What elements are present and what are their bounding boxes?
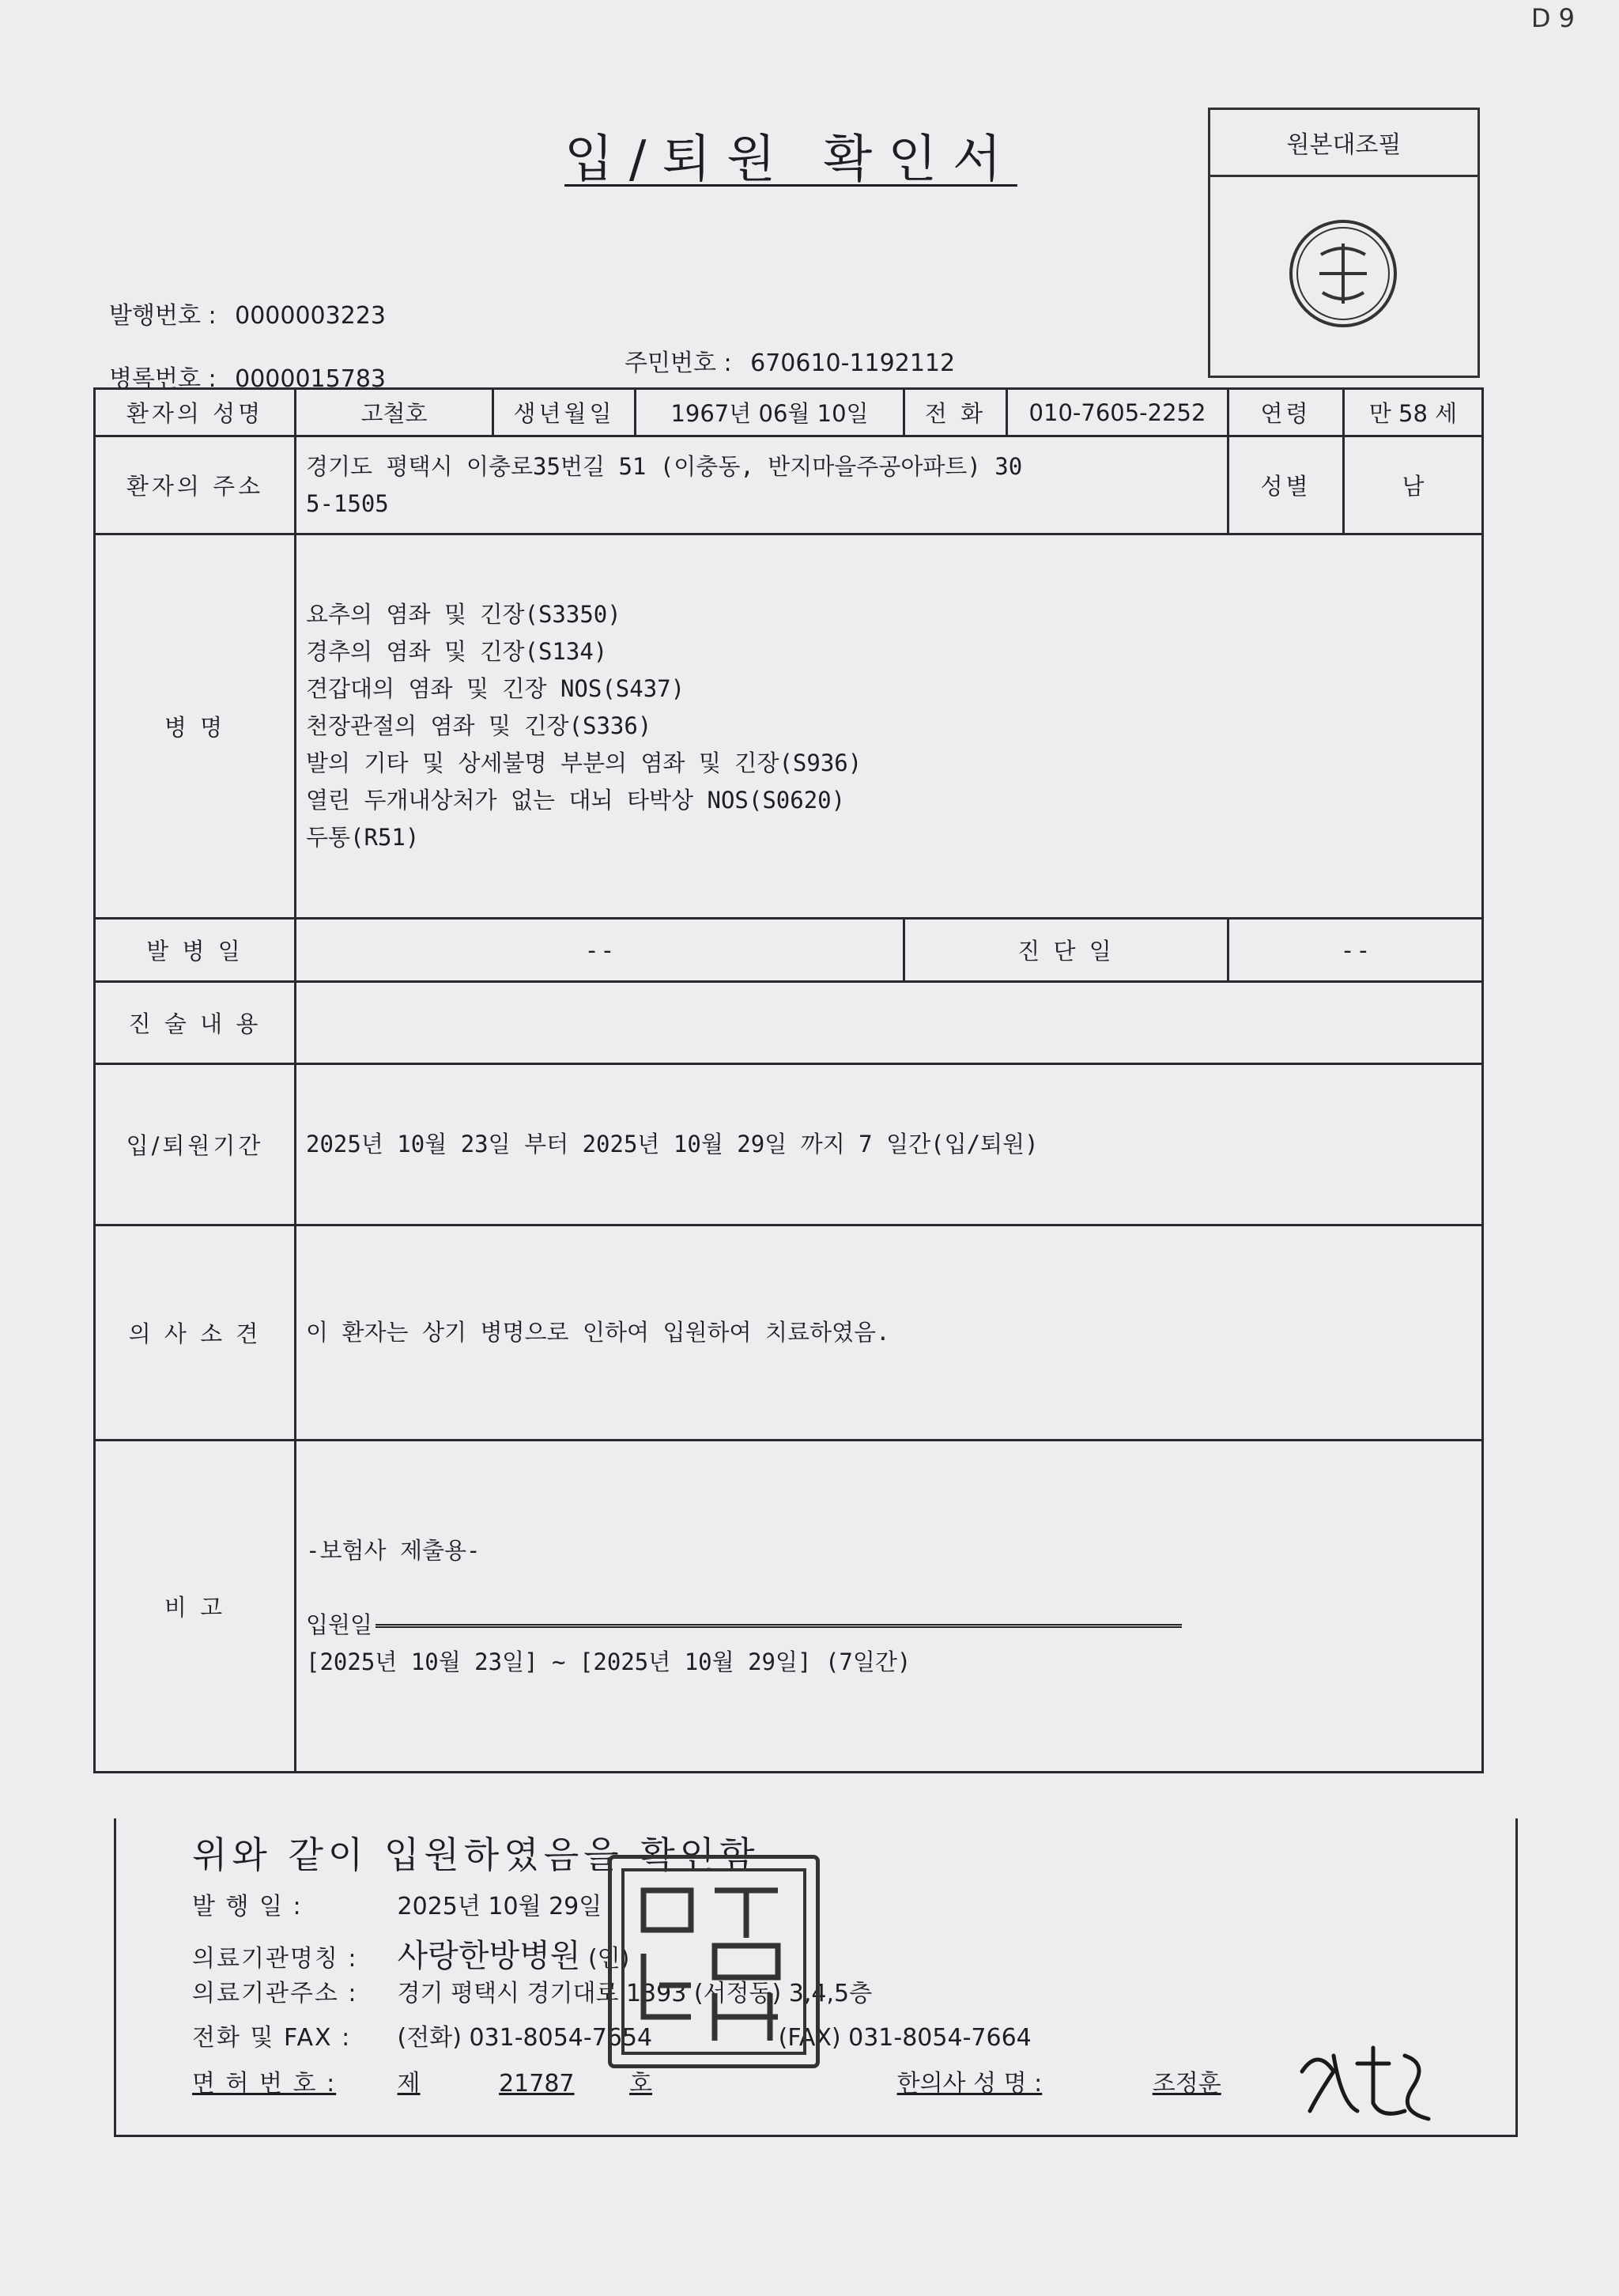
diagnosis-date-value: - - [1228,919,1483,982]
statement-label: 진 술 내 용 [95,982,296,1064]
onset-value: - - [296,919,904,982]
remarks-label: 비 고 [95,1441,296,1773]
name-label: 환자의 성명 [95,389,296,436]
diagnosis-label: 병 명 [95,534,296,919]
issue-no-value: 0000003223 [235,302,386,330]
period-label: 입/퇴원기간 [95,1064,296,1225]
stamp-label: 원본대조필 [1210,110,1477,177]
diagnosis-date-label: 진 단 일 [904,919,1228,982]
license-label: 면 허 번 호 : [192,2070,337,2098]
diagnosis-list [296,534,1483,919]
diagnosis-item: 발의 기타 및 상세불명 부분의 염좌 및 긴장(S936) [306,750,862,776]
diagnosis-item: 경추의 염좌 및 긴장(S134) [306,638,608,665]
doctor-name-label: 한의사 성 명 : [896,2070,1043,2098]
license-prefix: 제 [397,2070,421,2098]
sex-label: 성별 [1228,436,1344,534]
fax-value: (FAX) 031-8054-7664 [778,2024,1032,2052]
document-title: 입/퇴원 확인서 [564,130,1017,189]
remarks-line-1: -보험사 제출용- [306,1536,481,1564]
opinion-value: 이 환자는 상기 병명으로 인하여 입원하여 치료하였음. [296,1225,1483,1441]
diagnosis-item: 견갑대의 염좌 및 긴장 NOS(S437) [306,675,685,702]
institution-address-value: 경기 평택시 경기대로 1393 (서정동) 3,4,5층 [397,1980,873,2007]
double-rule [376,1624,1182,1628]
birth-label: 생년월일 [493,389,636,436]
patient-name: 고철호 [296,389,493,436]
license-suffix: 호 [629,2070,653,2098]
diagnosis-item: 두통(R51) [306,824,420,851]
remarks-cell [296,1441,1483,1773]
issue-date-value: 2025년 10월 29일 [397,1893,602,1920]
certificate-form-table [93,387,1484,1773]
record-no-label: 병록번호 : [109,365,217,393]
seal-suffix: (인) [587,1945,630,1973]
diagnosis-item: 열린 두개내상처가 없는 대뇌 타박상 NOS(S0620) [306,787,846,814]
confirmation-section [114,1818,1518,2137]
opinion-label: 의 사 소 견 [95,1225,296,1441]
hospital-seal-stamp [608,1855,820,2068]
phone-label: 전 화 [904,389,1007,436]
birth-date: 1967년 06월 10일 [636,389,904,436]
page-number: D 9 [1530,3,1575,33]
issue-no-label: 발행번호 : [109,302,217,330]
address-label: 환자의 주소 [95,436,296,534]
remarks-line-3: [2025년 10월 23일] ~ [2025년 10월 29일] (7일간) [306,1648,911,1675]
original-verified-stamp-box [1208,108,1480,378]
admission-date-label: 입원일 [306,1611,373,1638]
institution-name-value: 사랑한방병원 [397,1938,581,1974]
rrn-label: 주민번호 : [625,349,732,377]
address-line-2: 5-1505 [306,489,389,517]
remarks-line-2 [306,1607,1472,1644]
doctor-signature [1294,2040,1452,2127]
period-value: 2025년 10월 23일 부터 2025년 10월 29일 까지 7 일간(입/퇴원) [296,1064,1483,1225]
sex-value: 남 [1344,436,1483,534]
diagnosis-item: 요추의 염좌 및 긴장(S3350) [306,601,621,628]
diagnosis-item: 천장관절의 염좌 및 긴장(S336) [306,712,652,739]
rrn-value: 670610-1192112 [750,349,956,377]
doctor-name: 조정훈 [1152,2070,1221,2098]
institution-name-label: 의료기관명칭 : [192,1945,358,1973]
issue-date-label: 발 행 일 : [192,1893,303,1920]
confirmation-statement: 위와 같이 입원하였음을 확인함 [192,1833,760,1876]
address-cell [296,436,1228,534]
institution-address-label: 의료기관주소 : [192,1980,358,2007]
round-seal-stamp [1210,177,1477,375]
address-line-1: 경기도 평택시 이충로35번길 51 (이충동, 반지마을주공아파트) 30 [306,452,1023,480]
tel-value: (전화) 031-8054-7654 [397,2024,653,2052]
age-value: 만 58 세 [1344,389,1483,436]
statement-value [296,982,1483,1064]
age-label: 연령 [1228,389,1344,436]
phone-value: 010-7605-2252 [1007,389,1228,436]
license-number: 21787 [499,2070,575,2098]
tel-fax-label: 전화 및 FAX : [192,2024,352,2052]
record-no-value: 0000015783 [235,365,386,393]
onset-label: 발 병 일 [95,919,296,982]
